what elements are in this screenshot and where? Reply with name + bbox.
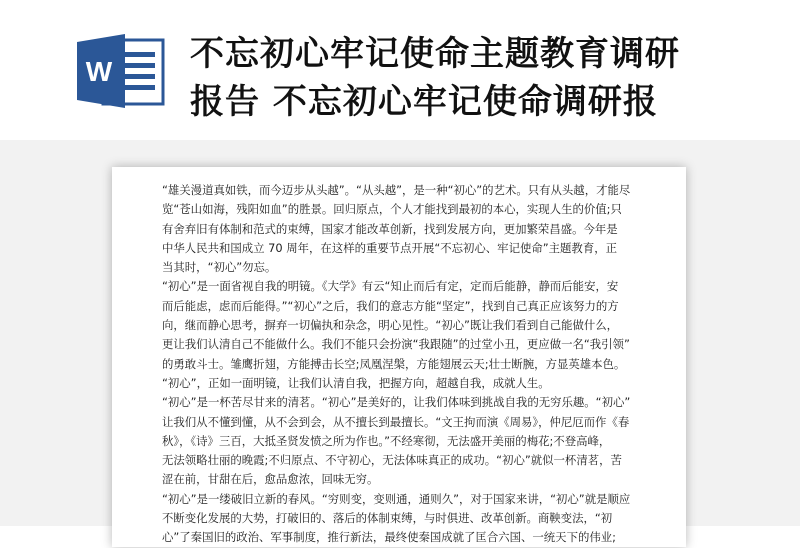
page-title [190,30,790,126]
text-line: 向，继而静心思考，摒弃一切偏执和杂念，明心见性。“初心”既让我们看到自己能做什么， [162,318,619,333]
text-line: 更让我们认清自己不能做什么。我们不能只会扮演“我跟随”的过堂小丑，更应做一名“我引领” [162,337,630,352]
text-line: 让我们从不懂到懂，从不会到会，从不擅长到最擅长。“文王拘而演《周易》，仲尼厄而作《春 [162,414,630,429]
text-line: 的勇敢斗士。雏鹰折翅，方能搏击长空;凤凰涅槃，方能翅展云天;壮士断腕，方显英雄本色。 [162,356,626,371]
text-line: 中华人民共和国成立 70 周年，在这样的重要节点开展“不忘初心、牢记使命”主题教育，正 [162,240,617,255]
text-line: “雄关漫道真如铁，而今迈步从头越”。“从头越”，是一种“初心”的艺术。只有从头越，才能尽 [162,183,631,197]
text-line: 心”了秦国旧的政治、军事制度，推行新法，最终使秦国成就了匡合六国、一统天下的伟业; [162,530,616,545]
text-line: “初心”是一面省视自我的明镜。《大学》有云“知止而后有定，定而后能静，静而后能安，安 [162,279,619,294]
text-line: 而后能虑，虑而后能得。”“初心”之后，我们的意志方能“坚定”，找到自己真正应该努力的方 [162,298,619,313]
document-page [112,167,686,547]
text-line: 涩在前，甘甜在后，愈品愈浓，回味无穷。 [162,472,379,487]
text-line: “初心”是一杯苦尽甘来的清茗。“初心”是美好的，让我们体味到挑战自我的无穷乐趣。“初心” [162,395,631,410]
text-line: 览“苍山如海，残阳如血”的胜景。回归原点，个人才能找到最初的本心，实现人生的价值;只 [162,202,622,217]
text-line: 当其时，“初心”勿忘。 [162,260,277,275]
text-line: “初心”是一缕破旧立新的春风。“穷则变，变则通，通则久”，对于国家来讲，“初心”就是顺应 [162,491,631,506]
word-icon [77,34,173,108]
svg-text:W: W [85,56,113,87]
title-line-1: 不忘初心牢记使命主题教育调研 [190,34,680,74]
title-line-2: 报告 不忘初心牢记使命调研报 [190,82,658,122]
text-line: “初心”，正如一面明镜，让我们认清自我，把握方向，超越自我，成就人生。 [162,375,550,390]
document-body [162,181,648,548]
text-line: 秋》，《诗》三百，大抵圣贤发愤之所为作也。”不经寒彻，无法盛开美丽的梅花;不登高峰， [162,433,611,448]
text-line: 有舍弃旧有体制和范式的束缚，国家才能改革创新，找到发展方向，更加繁荣昌盛。今年是 [162,221,618,236]
text-line: 无法领略壮丽的晚霞;不归原点、不守初心，无法体味真正的成功。“初心”就似一杯清茗，苦 [162,453,622,468]
text-line: 不断变化发展的大势，打破旧的、落后的体制束缚，与时俱进、改革创新。商鞅变法，“初 [162,511,613,526]
